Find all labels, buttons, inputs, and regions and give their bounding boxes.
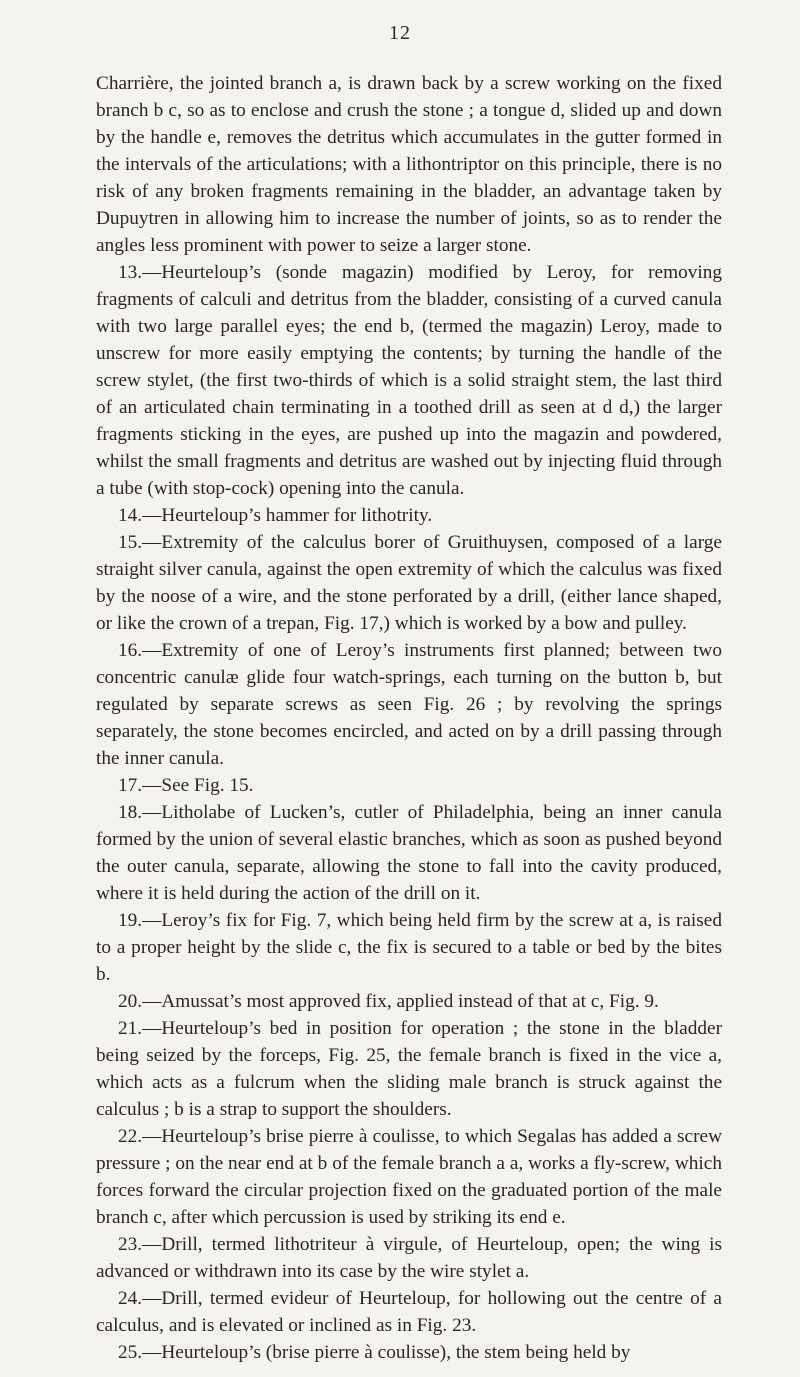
body-text bbox=[96, 70, 722, 1366]
paragraph-charriere: Charrière, the jointed branch a, is drawn back by a screw working on the fixed branch b c, so as to enclose and crush the stone ; a tongue d, slided up and down by the handle e, removes the detritus which accumulates in the gutter formed in the intervals of the articulations; with a lithontriptor on this principle, there is no risk of any broken fragments remaining in the bladder, an advantage taken by Dupuytren in allowing him to increase the number of joints, so as to render the angles less prominent with power to seize a larger stone. bbox=[96, 73, 722, 256]
page-number: 12 bbox=[389, 22, 411, 44]
paragraph-19: 19.—Leroy’s fix for Fig. 7, which being held firm by the screw at a, is raised to a proper height by the slide c, the fix is secured to a table or bed by the bites b. bbox=[96, 910, 722, 985]
paragraph-16: 16.—Extremity of one of Leroy’s instruments first planned; between two concentric canulæ glide four watch-springs, each turning on the button b, but regulated by separate screws as seen Fig. 26 ; by revolving the springs separately, the stone becomes encircled, and acted on by a drill passing through the inner canula. bbox=[96, 640, 722, 769]
paragraph-20: 20.—Amussat’s most approved fix, applied instead of that at c, Fig. 9. bbox=[118, 991, 659, 1012]
paragraph-15: 15.—Extremity of the calculus borer of Gruithuysen, composed of a large straight silver canula, against the open extremity of which the calculus was fixed by the noose of a wire, and the stone perforated by a drill, (either lance shaped, or like the crown of a trepan, Fig. 17,) which is worked by a bow and pulley. bbox=[96, 532, 722, 634]
paragraph-17: 17.—See Fig. 15. bbox=[118, 775, 254, 796]
paragraph-23: 23.—Drill, termed lithotriteur à virgule, of Heurteloup, open; the wing is advanced or withdrawn into its case by the wire stylet a. bbox=[96, 1234, 722, 1282]
paragraph-24: 24.—Drill, termed evideur of Heurteloup, for hollowing out the centre of a calculus, and is elevated or inclined as in Fig. 23. bbox=[96, 1288, 722, 1336]
paragraph-18: 18.—Litholabe of Lucken’s, cutler of Philadelphia, being an inner canula formed by the union of several elastic branches, which as soon as pushed beyond the outer canula, separate, allowing the stone to fall into the cavity produced, where it is held during the action of the drill on it. bbox=[96, 802, 722, 904]
paragraph-25: 25.—Heurteloup’s (brise pierre à coulisse), the stem being held by bbox=[118, 1342, 631, 1363]
paragraph-21: 21.—Heurteloup’s bed in position for operation ; the stone in the bladder being seized by the forceps, Fig. 25, the female branch is fixed in the vice a, which acts as a fulcrum when the sliding male branch is struck against the calculus ; b is a strap to support the shoulders. bbox=[96, 1018, 722, 1120]
paragraph-22: 22.—Heurteloup’s brise pierre à coulisse, to which Segalas has added a screw pressure ; on the near end at b of the female branch a a, works a fly-screw, which forces forward the circular projection fixed on the graduated portion of the male branch c, after which percussion is used by striking its end e. bbox=[96, 1126, 722, 1228]
paragraph-14: 14.—Heurteloup’s hammer for lithotrity. bbox=[118, 505, 433, 526]
paragraph-13: 13.—Heurteloup’s (sonde magazin) modified by Leroy, for removing fragments of calculi and detritus from the bladder, consisting of a curved canula with two large parallel eyes; the end b, (termed the magazin) Leroy, made to unscrew for more easily emptying the contents; by turning the handle of the screw stylet, (the first two-thirds of which is a solid straight stem, the last third of an articulated chain terminating in a toothed drill as seen at d d,) the larger fragments sticking in the eyes, are pushed up into the magazin and powdered, whilst the small fragments and detritus are washed out by injecting fluid through a tube (with stop-cock) opening into the canula. bbox=[96, 262, 722, 499]
